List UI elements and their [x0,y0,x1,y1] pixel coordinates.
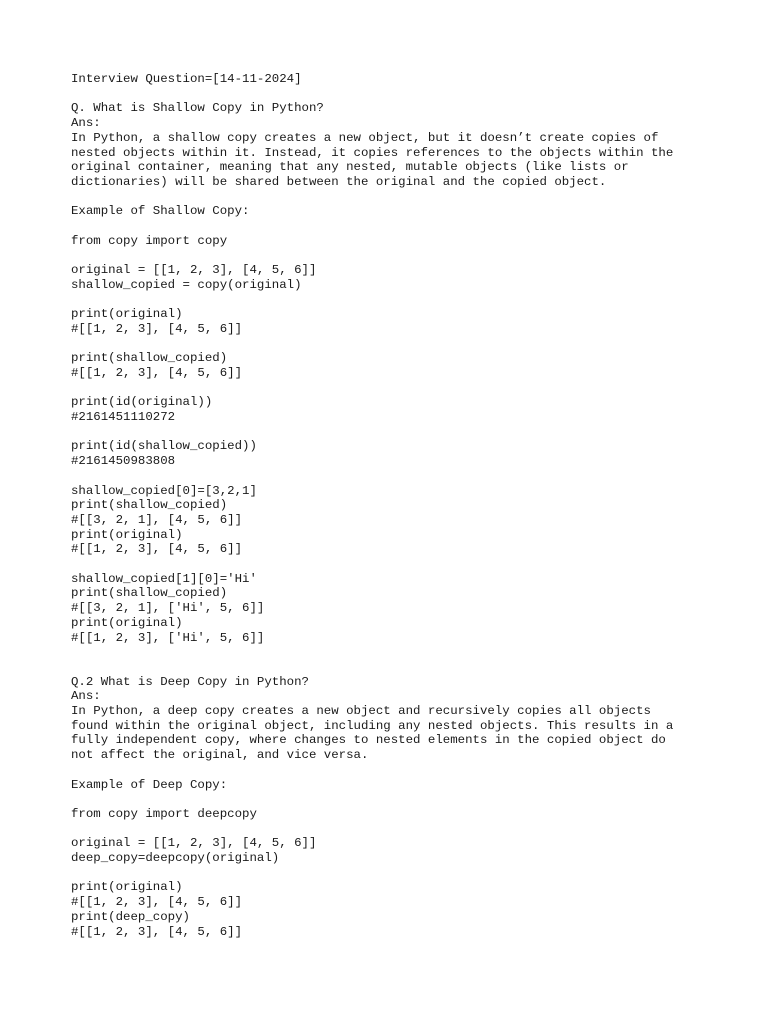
code-line: deep_copy=deepcopy(original) [71,851,280,866]
spacer [71,763,711,778]
code-line: #[[1, 2, 3], ['Hi', 5, 6]] [71,630,265,645]
code-line: #2161450983808 [71,454,176,469]
code-line: #[[1, 2, 3], [4, 5, 6]] [71,895,243,910]
spacer [71,425,711,440]
answer-2-line: found within the original object, including any nested objects. This results in a [71,718,674,733]
code-line: from copy import deepcopy [71,806,257,821]
code-line: print(original) [71,527,183,542]
spacer [71,469,711,484]
answer-label-1: Ans: [71,116,101,131]
spacer [71,866,711,881]
question-1: Q. What is Shallow Copy in Python? [71,101,324,116]
spacer [71,645,711,674]
code-line: print(id(original)) [71,395,213,410]
spacer [71,219,711,234]
code-line: print(shallow_copied) [71,351,228,366]
spacer [71,292,711,307]
answer-2-line: not affect the original, and vice versa. [71,748,369,763]
code-line: original = [[1, 2, 3], [4, 5, 6]] [71,836,317,851]
code-line: print(shallow_copied) [71,498,228,513]
answer-1-line: original container, meaning that any nested, mutable objects (like lists or [71,160,629,175]
answer-2-line: In Python, a deep copy creates a new object and recursively copies all objects [71,704,651,719]
code-line: #[[1, 2, 3], [4, 5, 6]] [71,924,243,939]
code-line: from copy import copy [71,233,228,248]
code-line: print(original) [71,307,183,322]
code-line: shallow_copied = copy(original) [71,277,302,292]
code-line: #[[1, 2, 3], [4, 5, 6]] [71,365,243,380]
spacer [71,248,711,263]
question-2: Q.2 What is Deep Copy in Python? [71,674,309,689]
code-line: original = [[1, 2, 3], [4, 5, 6]] [71,263,317,278]
code-line: #[[3, 2, 1], ['Hi', 5, 6]] [71,601,265,616]
example-heading-2: Example of Deep Copy: [71,777,228,792]
code-line: shallow_copied[0]=[3,2,1] [71,483,257,498]
spacer [71,557,711,572]
document-title: Interview Question=[14-11-2024] [71,72,302,86]
example-heading-1: Example of Shallow Copy: [71,204,250,219]
spacer [71,792,711,807]
spacer [71,87,711,102]
answer-1-line: dictionaries) will be shared between the original and the copied object. [71,174,607,189]
code-line: print(shallow_copied) [71,586,228,601]
spacer [71,337,711,352]
code-line: print(deep_copy) [71,909,190,924]
answer-1-line: nested objects within it. Instead, it copies references to the objects within the [71,145,674,160]
code-line: print(original) [71,880,183,895]
document-page [71,72,711,939]
answer-label-2: Ans: [71,689,101,704]
code-line: #2161451110272 [71,410,176,425]
spacer [71,822,711,837]
spacer [71,381,711,396]
answer-2-line: fully independent copy, where changes to nested elements in the copied object do [71,733,666,748]
spacer [71,190,711,205]
code-line: print(id(shallow_copied)) [71,439,257,454]
code-line: #[[3, 2, 1], [4, 5, 6]] [71,512,243,527]
code-line: print(original) [71,615,183,630]
code-line: shallow_copied[1][0]='Hi' [71,571,257,586]
code-line: #[[1, 2, 3], [4, 5, 6]] [71,542,243,557]
code-line: #[[1, 2, 3], [4, 5, 6]] [71,321,243,336]
answer-1-line: In Python, a shallow copy creates a new object, but it doesn’t create copies of [71,130,659,145]
